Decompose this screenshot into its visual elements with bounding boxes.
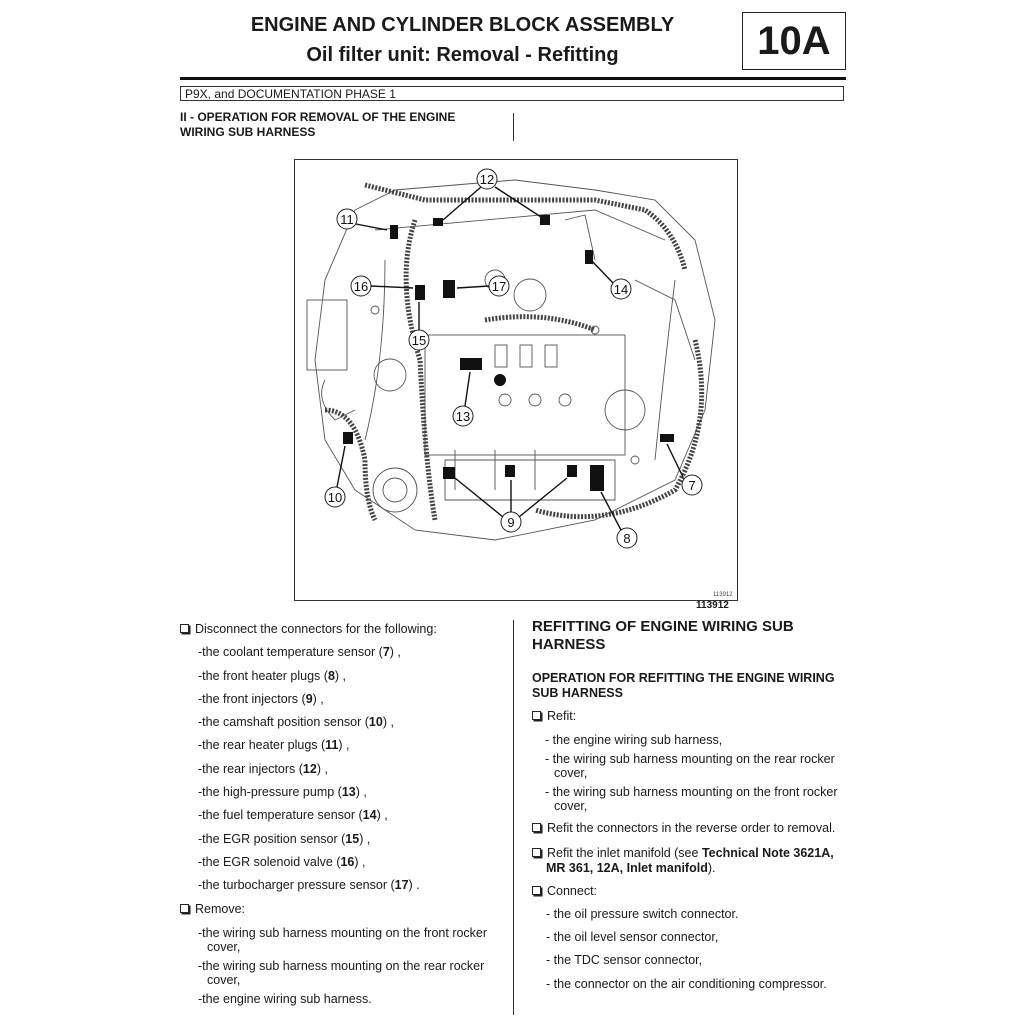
step-text: Remove: xyxy=(195,901,246,916)
checkbox-bullet-icon xyxy=(532,848,541,857)
step-text: Connect: xyxy=(547,883,598,898)
refitting-heading: REFITTING OF ENGINE WIRING SUB HARNESS xyxy=(532,618,794,653)
refitting-column xyxy=(532,618,852,996)
section-heading-line2: WIRING SUB HARNESS xyxy=(180,125,316,139)
figure-reference: 113912 xyxy=(696,600,729,611)
connect-step xyxy=(532,880,852,903)
removal-column xyxy=(180,618,505,1010)
engine-diagram xyxy=(294,159,738,601)
engine-illustration xyxy=(295,160,737,600)
callout-16 xyxy=(351,276,371,296)
chapter-number: 10A xyxy=(742,12,846,70)
document-title: ENGINE AND CYLINDER BLOCK ASSEMBLY xyxy=(250,14,675,36)
manual-reference-link: Technical Note 3621A, MR 361, 12A, Inlet manifold xyxy=(546,845,834,875)
list-item: - the wiring sub harness mounting on the rear rocker cover, xyxy=(545,752,835,781)
callout-14 xyxy=(611,279,631,299)
checkbox-bullet-icon xyxy=(532,886,541,895)
list-item: - the oil pressure switch connector. xyxy=(546,906,739,921)
svg-text:11: 11 xyxy=(340,212,354,227)
header-rule xyxy=(180,77,846,80)
section-heading xyxy=(180,110,500,140)
remove-step xyxy=(180,898,505,921)
list-item: -the wiring sub harness mounting on the front rocker cover, xyxy=(198,925,488,954)
checkbox-bullet-icon xyxy=(532,823,541,832)
list-item: -the engine wiring sub harness. xyxy=(198,991,372,1006)
svg-text:9: 9 xyxy=(507,515,515,530)
callout-12 xyxy=(477,169,497,189)
svg-text:17: 17 xyxy=(491,279,507,294)
callout-group xyxy=(325,169,702,548)
svg-text:15: 15 xyxy=(411,333,427,348)
svg-text:7: 7 xyxy=(688,478,696,493)
refitting-subheading: OPERATION FOR REFITTING THE ENGINE WIRING SUB HARNESS xyxy=(532,671,835,700)
svg-text:16: 16 xyxy=(353,279,369,294)
step-text: Refit: xyxy=(547,709,577,723)
section-heading-line1: II - OPERATION FOR REMOVAL OF THE ENGINE xyxy=(180,110,456,124)
svg-text:13: 13 xyxy=(455,409,471,424)
list-item: - the TDC sensor connector, xyxy=(546,953,703,968)
step-text: Refit the connectors in the reverse order to removal. xyxy=(547,821,836,836)
svg-text:14: 14 xyxy=(613,282,629,297)
callout-9 xyxy=(501,512,521,532)
column-divider-top xyxy=(513,113,514,141)
refit-step xyxy=(532,705,852,728)
step-text: Disconnect the connectors for the following: xyxy=(195,622,437,636)
callout-11 xyxy=(337,209,357,229)
svg-text:8: 8 xyxy=(623,531,631,546)
checkbox-bullet-icon xyxy=(180,904,189,913)
list-item: -the fuel temperature sensor (14) , xyxy=(198,808,388,823)
list-item: - the connector on the air conditioning compressor. xyxy=(546,976,827,991)
list-item: -the front heater plugs (8) , xyxy=(198,668,347,683)
list-item: - the engine wiring sub harness, xyxy=(545,733,723,748)
list-item: -the coolant temperature sensor (7) , xyxy=(198,645,401,660)
list-item: -the front injectors (9) , xyxy=(198,691,324,706)
list-item: - the oil level sensor connector, xyxy=(546,930,719,945)
refit-connectors-step xyxy=(532,817,852,840)
list-item: -the turbocharger pressure sensor (17) . xyxy=(198,878,420,893)
checkbox-bullet-icon xyxy=(180,624,189,633)
list-item: - the wiring sub harness mounting on the front rocker cover, xyxy=(545,785,838,814)
callout-8 xyxy=(617,528,637,548)
list-item: -the EGR position sensor (15) , xyxy=(198,831,371,846)
disconnect-step xyxy=(180,618,505,641)
applicability-box: P9X, and DOCUMENTATION PHASE 1 xyxy=(180,86,844,101)
list-item: -the camshaft position sensor (10) , xyxy=(198,715,394,730)
list-item: -the wiring sub harness mounting on the rear rocker cover, xyxy=(198,958,485,987)
checkbox-bullet-icon xyxy=(532,711,541,720)
callout-13 xyxy=(453,406,473,426)
svg-text:10: 10 xyxy=(327,490,343,505)
list-item: -the high-pressure pump (13) , xyxy=(198,785,367,800)
callout-10 xyxy=(325,487,345,507)
document-subtitle: Oil filter unit: Removal - Refitting xyxy=(306,44,619,66)
callout-15 xyxy=(409,330,429,350)
column-divider xyxy=(513,620,514,1015)
svg-text:12: 12 xyxy=(479,172,495,187)
callout-7 xyxy=(682,475,702,495)
list-item: -the rear injectors (12) , xyxy=(198,761,328,776)
refit-manifold-step: Refit the inlet manifold (see Technical Note 3621A, MR 361, 12A, Inlet manifold). xyxy=(532,846,852,876)
callout-17 xyxy=(489,276,509,296)
list-item: -the EGR solenoid valve (16) , xyxy=(198,854,366,869)
list-item: -the rear heater plugs (11) , xyxy=(198,738,350,753)
svg-text:113912: 113912 xyxy=(713,592,733,598)
